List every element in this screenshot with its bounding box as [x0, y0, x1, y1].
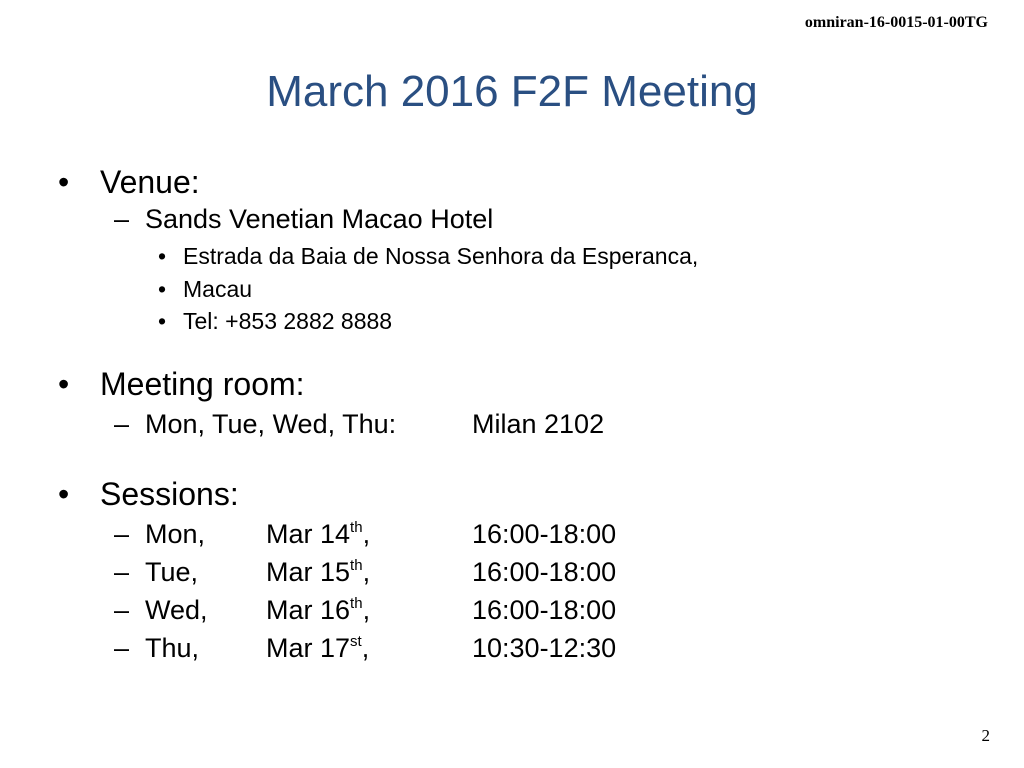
- bullet: •: [58, 164, 70, 200]
- meeting-room-detail: [114, 409, 605, 439]
- session-row: [114, 633, 617, 663]
- session-time: 16:00-18:00: [472, 519, 617, 549]
- session-date: Mar 16th,: [266, 595, 371, 625]
- session-day: Thu,: [145, 633, 200, 663]
- bullet: •: [58, 476, 70, 512]
- session-day: Wed,: [145, 595, 208, 625]
- date-suffix: th: [350, 519, 363, 536]
- session-time: 10:30-12:30: [472, 633, 617, 663]
- date-suffix: th: [350, 557, 363, 574]
- bullet: •: [158, 276, 167, 302]
- sessions-label: Sessions:: [100, 476, 239, 512]
- venue-address: Estrada da Baia de Nossa Senhora da Esperanca,: [183, 243, 699, 269]
- session-day: Mon,: [145, 519, 206, 549]
- document-id: omniran-16-0015-01-00TG: [804, 14, 988, 31]
- slide-title: March 2016 F2F Meeting: [266, 67, 758, 116]
- bullet: •: [158, 308, 167, 334]
- venue-label: Venue:: [100, 164, 200, 200]
- session-day: Tue,: [145, 557, 199, 587]
- venue-address-item: [158, 243, 699, 269]
- session-row: [114, 557, 617, 587]
- venue-hotel: Sands Venetian Macao Hotel: [145, 204, 494, 234]
- session-time: 16:00-18:00: [472, 557, 617, 587]
- dash-bullet: –: [114, 519, 130, 549]
- date-suffix: th: [350, 595, 363, 612]
- meeting-room-label: Meeting room:: [100, 366, 305, 402]
- venue-city-item: [158, 276, 253, 302]
- session-row: [114, 519, 617, 549]
- meeting-room-item: [58, 366, 305, 402]
- session-time: 16:00-18:00: [472, 595, 617, 625]
- session-row: [114, 595, 617, 625]
- page-number: 2: [981, 726, 990, 745]
- venue-tel-item: [158, 308, 393, 334]
- session-date: Mar 15th,: [266, 557, 371, 587]
- venue-item: [58, 164, 200, 200]
- dash-bullet: –: [114, 633, 130, 663]
- venue-tel: Tel: +853 2882 8888: [183, 308, 393, 334]
- venue-hotel-item: [114, 204, 494, 234]
- dash-bullet: –: [114, 557, 130, 587]
- session-date: Mar 17st,: [266, 633, 370, 663]
- meeting-room-name: Milan 2102: [472, 409, 605, 439]
- sessions-item: [58, 476, 239, 512]
- dash-bullet: –: [114, 409, 130, 439]
- bullet: •: [58, 366, 70, 402]
- meeting-room-days: Mon, Tue, Wed, Thu:: [145, 409, 397, 439]
- session-date: Mar 14th,: [266, 519, 371, 549]
- dash-bullet: –: [114, 595, 130, 625]
- bullet: •: [158, 243, 167, 269]
- venue-city: Macau: [183, 276, 253, 302]
- date-suffix: st: [350, 633, 362, 650]
- dash-bullet: –: [114, 204, 130, 234]
